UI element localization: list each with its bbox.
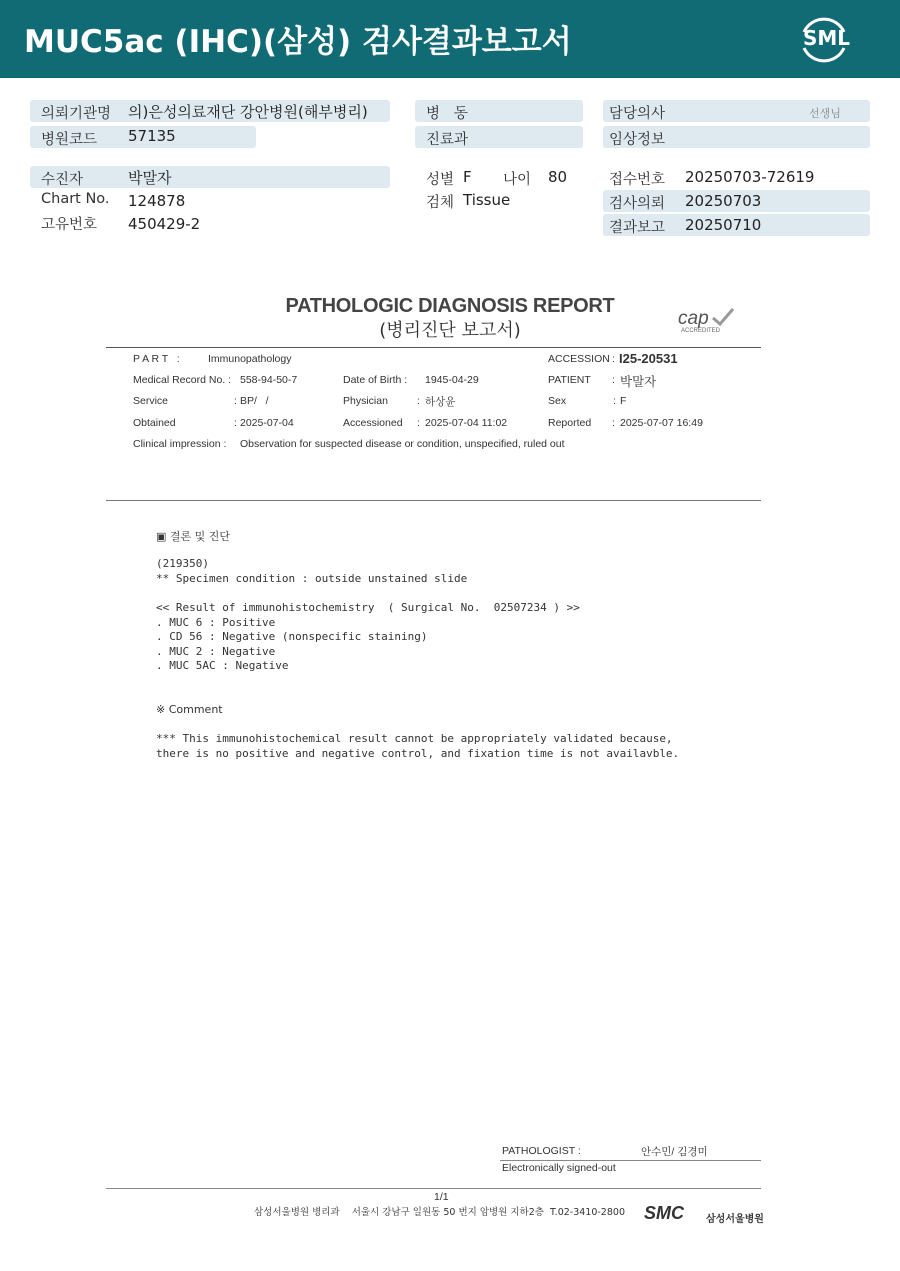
page-number: 1/1 (434, 1191, 449, 1203)
sex-field-label: Sex (548, 395, 567, 407)
report-subtitle: (병리진단 보고서) (379, 320, 521, 341)
signoff-rule (500, 1160, 761, 1161)
doctor-suffix: 선생님 (809, 107, 841, 120)
physician-value: 하상윤 (425, 396, 456, 408)
patient-value: 박말자 (128, 169, 172, 187)
report-title: PATHOLOGIC DIAGNOSIS REPORT (285, 295, 615, 317)
ward-label: 병 동 (426, 106, 468, 122)
findings-heading: ▣ 결론 및 진단 (156, 530, 231, 543)
chart-label: Chart No. (41, 191, 110, 207)
patient-colon: : (612, 374, 615, 386)
mrn-label: Medical Record No. : (133, 374, 232, 386)
request-label: 검사의뢰 (609, 196, 666, 212)
sml-logo-text: SML (803, 26, 851, 50)
clinical-info-label: 임상정보 (609, 132, 666, 148)
receipt-value: 20250703-72619 (685, 168, 815, 186)
page-title: MUC5ac (IHC)(삼성) 검사결과보고서 (24, 24, 572, 60)
hospital-code-value: 57135 (128, 127, 176, 145)
hospital-code-label: 병원코드 (41, 132, 98, 148)
doctor-label: 담당의사 (609, 106, 666, 122)
clinical-impression-value: Observation for suspected disease or condition, unspecified, ruled out (240, 438, 565, 450)
cap-logo: cap (678, 308, 709, 329)
obtained-colon: : (234, 417, 237, 429)
reported-label: Reported (548, 417, 592, 429)
unique-value: 450429-2 (128, 215, 201, 233)
check-icon (710, 306, 736, 328)
pathologist-value: 안수민/ 김경미 (641, 1146, 708, 1158)
sex-field-value: F (620, 395, 627, 407)
pathologist-label: PATHOLOGIST : (502, 1145, 581, 1157)
patient-label: 수진자 (41, 172, 84, 188)
mrn-value: 558-94-50-7 (240, 374, 298, 386)
result-item: . CD 56 : Negative (nonspecific staining) (156, 630, 428, 643)
obtained-value: 2025-07-04 (240, 417, 294, 429)
result-item: . MUC 2 : Negative (156, 645, 276, 658)
obtained-label: Obtained (133, 417, 176, 429)
service-label: Service (133, 395, 169, 407)
comment-line: *** This immunohistochemical result cannot be appropriately validated because, (156, 732, 673, 745)
accession-value: I25-20531 (619, 351, 678, 366)
part-value: Immunopathology (208, 353, 292, 365)
specimen-label: 검체 (426, 195, 455, 211)
result-item: . MUC 5AC : Negative (156, 659, 289, 672)
patient-field-label: PATIENT (548, 374, 591, 386)
reported-colon: : (612, 417, 615, 429)
footer-hospital-name: 삼성서울병원 (706, 1214, 764, 1225)
service-colon: : (234, 395, 237, 407)
part-label: P A R T : (133, 353, 180, 365)
signed-out-text: Electronically signed-out (502, 1162, 616, 1174)
report-label: 결과보고 (609, 220, 666, 236)
comment-heading: ※ Comment (156, 703, 223, 716)
report-value: 20250710 (685, 216, 762, 234)
institution-label: 의뢰기관명 (41, 106, 112, 122)
accessioned-value: 2025-07-04 11:02 (425, 417, 508, 429)
report-mid-rule (106, 500, 761, 501)
department-label: 진료과 (426, 132, 469, 148)
reported-value: 2025-07-07 16:49 (620, 417, 703, 429)
findings-code: (219350) (156, 557, 209, 570)
sex-label: 성별 (426, 172, 455, 188)
service-value: BP/ / (240, 395, 269, 407)
clinical-impression-label: Clinical impression : (133, 438, 227, 450)
comment-line: there is no positive and negative control, and fixation time is not availavble. (156, 747, 680, 760)
specimen-condition: ** Specimen condition : outside unstained slide (156, 572, 468, 585)
footer-rule (106, 1188, 761, 1189)
age-value: 80 (548, 168, 568, 186)
accession-label: ACCESSION (548, 353, 610, 365)
receipt-label: 접수번호 (609, 172, 666, 188)
unique-label: 고유번호 (41, 217, 98, 233)
footer-address: 삼성서울병원 병리과 서울시 강남구 일원동 50 번지 암병원 지하2층 T.02-3410-2800 (254, 1207, 625, 1218)
ihc-heading: << Result of immunohistochemistry ( Surgical No. 02507234 ) >> (156, 601, 580, 614)
patient-field-value: 박말자 (620, 375, 657, 389)
smc-logo: SMC (644, 1203, 684, 1223)
patient-row (30, 166, 390, 188)
report-top-rule (106, 347, 761, 348)
dob-label: Date of Birth : (343, 374, 408, 386)
dob-value: 1945-04-29 (425, 374, 479, 386)
institution-value: 의)은성의료재단 강안병원(해부병리) (128, 103, 368, 121)
physician-label: Physician (343, 395, 388, 407)
sex-value: F (463, 168, 472, 186)
sex-colon: : (613, 395, 616, 407)
physician-colon: : (417, 395, 420, 407)
accessioned-colon: : (417, 417, 420, 429)
accession-colon: : (612, 353, 615, 365)
chart-value: 124878 (128, 192, 186, 210)
cap-accredited: ACCREDITED (681, 328, 721, 334)
request-value: 20250703 (685, 192, 762, 210)
result-item: . MUC 6 : Positive (156, 616, 276, 629)
specimen-value: Tissue (463, 191, 511, 209)
accessioned-label: Accessioned (343, 417, 403, 429)
age-label: 나이 (503, 172, 532, 188)
